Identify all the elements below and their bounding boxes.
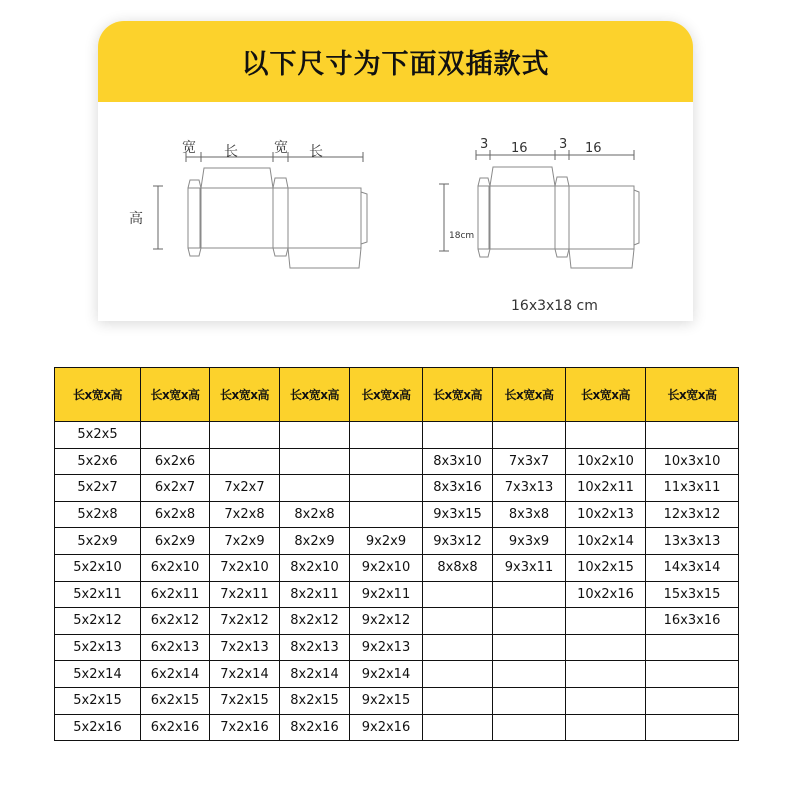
column-header: 长x宽x高 [646, 368, 739, 422]
table-cell: 7x2x8 [210, 501, 280, 528]
table-cell: 6x2x8 [141, 501, 210, 528]
table-cell: 5x2x6 [55, 448, 141, 475]
table-cell [423, 581, 493, 608]
table-cell [210, 422, 280, 449]
table-cell: 8x2x11 [280, 581, 350, 608]
table-cell: 5x2x12 [55, 608, 141, 635]
table-cell: 5x2x7 [55, 475, 141, 502]
table-cell [566, 661, 646, 688]
width-label-1: 宽 [182, 140, 196, 156]
table-cell: 6x2x15 [141, 687, 210, 714]
table-cell: 10x2x16 [566, 581, 646, 608]
table-cell: 7x3x13 [493, 475, 566, 502]
table-cell [423, 608, 493, 635]
dim-label-3b: 3 [559, 137, 568, 152]
table-cell [493, 422, 566, 449]
table-cell [566, 608, 646, 635]
table-cell: 5x2x8 [55, 501, 141, 528]
table-cell [646, 634, 739, 661]
table-cell: 9x2x16 [350, 714, 423, 741]
table-cell: 5x2x11 [55, 581, 141, 608]
length-label-2: 长 [309, 144, 323, 160]
table-row [55, 634, 739, 661]
table-cell: 15x3x15 [646, 581, 739, 608]
table-cell: 6x2x11 [141, 581, 210, 608]
table-cell [493, 687, 566, 714]
table-cell [493, 608, 566, 635]
table-cell: 7x2x15 [210, 687, 280, 714]
table-cell: 8x2x10 [280, 554, 350, 581]
column-header: 长x宽x高 [55, 368, 141, 422]
table-cell [350, 422, 423, 449]
table-cell: 5x2x14 [55, 661, 141, 688]
table-cell [423, 714, 493, 741]
table-cell [493, 661, 566, 688]
table-cell [423, 422, 493, 449]
table-cell: 8x2x15 [280, 687, 350, 714]
table-cell: 8x8x8 [423, 554, 493, 581]
table-cell: 12x3x12 [646, 501, 739, 528]
table-row [55, 554, 739, 581]
title-banner [98, 21, 693, 102]
column-header: 长x宽x高 [493, 368, 566, 422]
page-title: 以下尺寸为下面双插款式 [241, 49, 550, 80]
box-diagrams [98, 102, 693, 321]
table-cell: 7x2x11 [210, 581, 280, 608]
table-cell: 10x3x10 [646, 448, 739, 475]
table-row [55, 687, 739, 714]
table-cell: 9x2x10 [350, 554, 423, 581]
table-cell: 7x2x9 [210, 528, 280, 555]
table-cell: 13x3x13 [646, 528, 739, 555]
table-cell [423, 661, 493, 688]
table-cell [493, 714, 566, 741]
dieline-diagram-svg [98, 102, 693, 321]
table-cell [566, 687, 646, 714]
height-label: 高 [129, 211, 143, 227]
table-cell: 9x2x12 [350, 608, 423, 635]
table-row [55, 661, 739, 688]
right-dimension-labels [449, 137, 602, 314]
table-cell [141, 422, 210, 449]
table-cell: 10x2x11 [566, 475, 646, 502]
table-cell [423, 687, 493, 714]
table-cell [646, 687, 739, 714]
table-row [55, 501, 739, 528]
table-row [55, 448, 739, 475]
table-cell: 6x2x16 [141, 714, 210, 741]
table-cell [350, 475, 423, 502]
table-cell [646, 714, 739, 741]
table-cell: 8x2x8 [280, 501, 350, 528]
table-cell: 5x2x13 [55, 634, 141, 661]
table-cell: 11x3x11 [646, 475, 739, 502]
table-cell: 5x2x15 [55, 687, 141, 714]
table-cell [566, 714, 646, 741]
table-cell [280, 475, 350, 502]
table-cell: 5x2x10 [55, 554, 141, 581]
table-cell: 10x2x13 [566, 501, 646, 528]
table-cell [493, 634, 566, 661]
right-dieline [439, 150, 639, 268]
table-cell: 6x2x7 [141, 475, 210, 502]
table-cell: 6x2x12 [141, 608, 210, 635]
table-cell [350, 501, 423, 528]
left-dieline [153, 152, 367, 268]
dim-label-16a: 16 [511, 141, 528, 156]
table-cell: 8x2x14 [280, 661, 350, 688]
table-cell: 5x2x9 [55, 528, 141, 555]
table-cell: 7x2x13 [210, 634, 280, 661]
column-header: 长x宽x高 [350, 368, 423, 422]
column-header: 长x宽x高 [423, 368, 493, 422]
table-cell: 5x2x16 [55, 714, 141, 741]
column-header: 长x宽x高 [280, 368, 350, 422]
table-cell: 6x2x6 [141, 448, 210, 475]
table-cell: 8x3x10 [423, 448, 493, 475]
table-cell: 6x2x14 [141, 661, 210, 688]
table-cell: 7x2x10 [210, 554, 280, 581]
table-row [55, 475, 739, 502]
size-caption: 16x3x18 cm [511, 298, 598, 314]
table-cell: 8x3x8 [493, 501, 566, 528]
table-cell: 7x2x12 [210, 608, 280, 635]
dim-label-16b: 16 [585, 141, 602, 156]
table-cell [280, 448, 350, 475]
table-cell [566, 634, 646, 661]
table-row [55, 422, 739, 449]
column-header: 长x宽x高 [210, 368, 280, 422]
table-cell: 9x3x9 [493, 528, 566, 555]
table-cell: 7x2x16 [210, 714, 280, 741]
table-cell [646, 661, 739, 688]
table-cell: 8x2x16 [280, 714, 350, 741]
table-cell [350, 448, 423, 475]
table-row [55, 608, 739, 635]
table-row [55, 581, 739, 608]
table-cell: 6x2x13 [141, 634, 210, 661]
table-row [55, 714, 739, 741]
table-row [55, 528, 739, 555]
table-cell: 5x2x5 [55, 422, 141, 449]
table-cell [280, 422, 350, 449]
table-cell: 10x2x14 [566, 528, 646, 555]
table-cell [423, 634, 493, 661]
column-header: 长x宽x高 [566, 368, 646, 422]
width-label-2: 宽 [274, 140, 288, 156]
table-cell: 6x2x9 [141, 528, 210, 555]
table-cell: 7x2x14 [210, 661, 280, 688]
table-cell: 10x2x15 [566, 554, 646, 581]
table-header-row [55, 368, 739, 422]
table-cell: 10x2x10 [566, 448, 646, 475]
table-cell: 9x2x13 [350, 634, 423, 661]
table-cell: 7x3x7 [493, 448, 566, 475]
table-cell: 14x3x14 [646, 554, 739, 581]
table-cell: 9x3x15 [423, 501, 493, 528]
table-cell: 9x2x15 [350, 687, 423, 714]
table-cell: 9x3x12 [423, 528, 493, 555]
table-cell: 6x2x10 [141, 554, 210, 581]
table-cell: 7x2x7 [210, 475, 280, 502]
column-header: 长x宽x高 [141, 368, 210, 422]
table-cell: 9x2x14 [350, 661, 423, 688]
table-cell [210, 448, 280, 475]
table-cell: 9x2x9 [350, 528, 423, 555]
dim-label-3a: 3 [480, 137, 489, 152]
table-cell: 8x3x16 [423, 475, 493, 502]
table-cell [566, 422, 646, 449]
length-label-1: 长 [224, 144, 238, 160]
table-cell: 8x2x13 [280, 634, 350, 661]
table-cell: 16x3x16 [646, 608, 739, 635]
table-cell [646, 422, 739, 449]
table-cell: 9x3x11 [493, 554, 566, 581]
table-cell: 8x2x12 [280, 608, 350, 635]
table-cell: 9x2x11 [350, 581, 423, 608]
table-cell: 8x2x9 [280, 528, 350, 555]
size-table [54, 367, 739, 741]
box-diagram-card [98, 21, 693, 321]
height-dim-label: 18cm [449, 231, 475, 241]
table-cell [493, 581, 566, 608]
